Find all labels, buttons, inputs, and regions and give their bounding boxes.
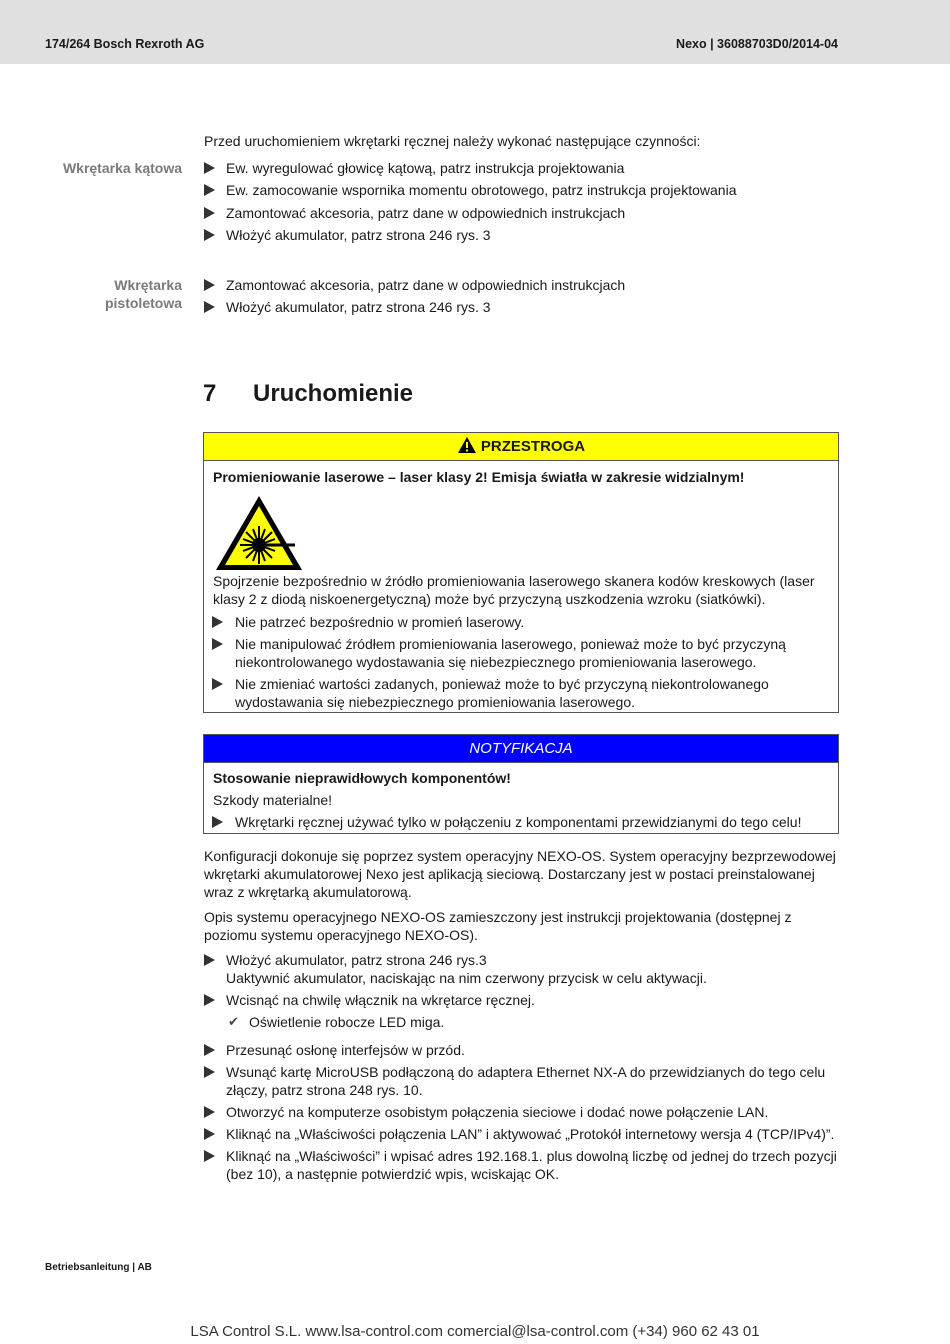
list-item: Wsunąć kartę MicroUSB podłączoną do adaptera Ethernet NX-A do przewidzianych do tego celu złączy, patrz strona 248 rys. 10.: [204, 1063, 840, 1099]
intro-text: Przed uruchomieniem wkrętarki ręcznej należy wykonać następujące czynności:: [204, 133, 701, 149]
list-item: Nie zmieniać wartości zadanych, ponieważ może to być przyczyną niekontrolowanego wydostawania się niebezpiecznego promieniowania laserowego.: [212, 675, 845, 711]
list-item: Kliknąć na „Właściwości” i wpisać adres 192.168.1. plus dowolną liczbę od jednej do trzech pozycji (bez 10), a następnie potwierdzić wpis, wciskając OK.: [204, 1147, 840, 1183]
list-item: Kliknąć na „Właściwości połączenia LAN” i aktywować „Protokół internetowy wersja 4 (TCP/IPv4)”.: [204, 1125, 840, 1143]
list-item: Włożyć akumulator, patrz strona 246 rys.3 Uaktywnić akumulator, naciskając na nim czerwony przycisk w celu aktywacji.: [204, 951, 840, 987]
list-item: Przesunąć osłonę interfejsów w przód.: [204, 1041, 840, 1059]
header-right: Nexo | 36088703D0/2014-04: [676, 37, 838, 51]
chapter-heading: [203, 380, 413, 408]
list-item: Nie patrzeć bezpośrednio w promień laserowy.: [212, 613, 845, 631]
notice-text: Szkody materialne!: [213, 792, 333, 808]
laser-warning-icon: [213, 493, 305, 578]
list-item: Zamontować akcesoria, patrz dane w odpowiednich instrukcjach: [204, 276, 625, 294]
list-item: Wkrętarki ręcznej używać tylko w połączeniu z komponentami przewidzianymi do tego celu!: [212, 813, 845, 831]
paragraph: Opis systemu operacyjnego NEXO-OS zamieszczony jest instrukcji projektowania (dostępnej z poziomu systemu operacyjnego NEXO-OS).: [204, 909, 792, 943]
caution-title: PRZESTROGA: [480, 438, 586, 455]
caution-headline: Promieniowanie laserowe – laser klasy 2! Emisja światła w zakresie widzialnym!: [213, 469, 745, 485]
side-label-pistol: Wkrętarka pistoletowa: [104, 277, 182, 311]
footer-contact: LSA Control S.L. www.lsa-control.com comercial@lsa-control.com (+34) 960 62 43 01: [190, 1323, 760, 1340]
notice-header: NOTYFIKACJA: [204, 735, 838, 763]
paragraph: Konfiguracji dokonuje się poprzez system operacyjny NEXO-OS. System operacyjny bezprzewodowej wkrętarki akumulatorowej Nexo jest aplikacją sieciową. Dostarczany jest w postaci preinstalowanej wraz z wkrętarką akumulatorową.: [204, 848, 836, 900]
caution-text: Spojrzenie bezpośrednio w źródło promieniowania laserowego skanera kodów kreskowych (laser klasy 2 z diodą niskoenergetyczną) może być przyczyną uszkodzenia wzroku (siatkówki).: [213, 573, 815, 607]
list-item: Zamontować akcesoria, patrz dane w odpowiednich instrukcjach: [204, 204, 625, 222]
result-item: ✔ Oświetlenie robocze LED miga.: [228, 1014, 445, 1030]
header-left: 174/264 Bosch Rexroth AG: [45, 37, 205, 51]
list-item: Wcisnąć na chwilę włącznik na wkrętarce ręcznej.: [204, 991, 840, 1009]
list-item: Otworzyć na komputerze osobistym połączenia sieciowe i dodać nowe połączenie LAN.: [204, 1103, 840, 1121]
warning-triangle-icon: [457, 436, 477, 463]
list-item: Włożyć akumulator, patrz strona 246 rys. 3: [204, 226, 491, 244]
list-item: Ew. wyregulować głowicę kątową, patrz instrukcja projektowania: [204, 159, 624, 177]
checkmark-icon: ✔: [228, 1014, 239, 1029]
side-label-angle: Wkrętarka kątowa: [62, 160, 182, 176]
chapter-number: 7: [203, 380, 217, 407]
caution-box: [203, 432, 839, 713]
caution-header: [204, 433, 838, 461]
list-item: Nie manipulować źródłem promieniowania laserowego, ponieważ może to być przyczyną niekontrolowanego wydostawania się niebezpiecznego promieniowania laserowego.: [212, 635, 845, 671]
notice-box: [203, 734, 839, 834]
footer-doc-label: Betriebsanleitung | AB: [45, 1262, 152, 1273]
list-item: Włożyć akumulator, patrz strona 246 rys. 3: [204, 298, 491, 316]
page-header: [0, 0, 950, 64]
chapter-title: Uruchomienie: [253, 380, 414, 407]
list-item: Ew. zamocowanie wspornika momentu obrotowego, patrz instrukcja projektowania: [204, 181, 736, 199]
notice-headline: Stosowanie nieprawidłowych komponentów!: [213, 770, 511, 786]
